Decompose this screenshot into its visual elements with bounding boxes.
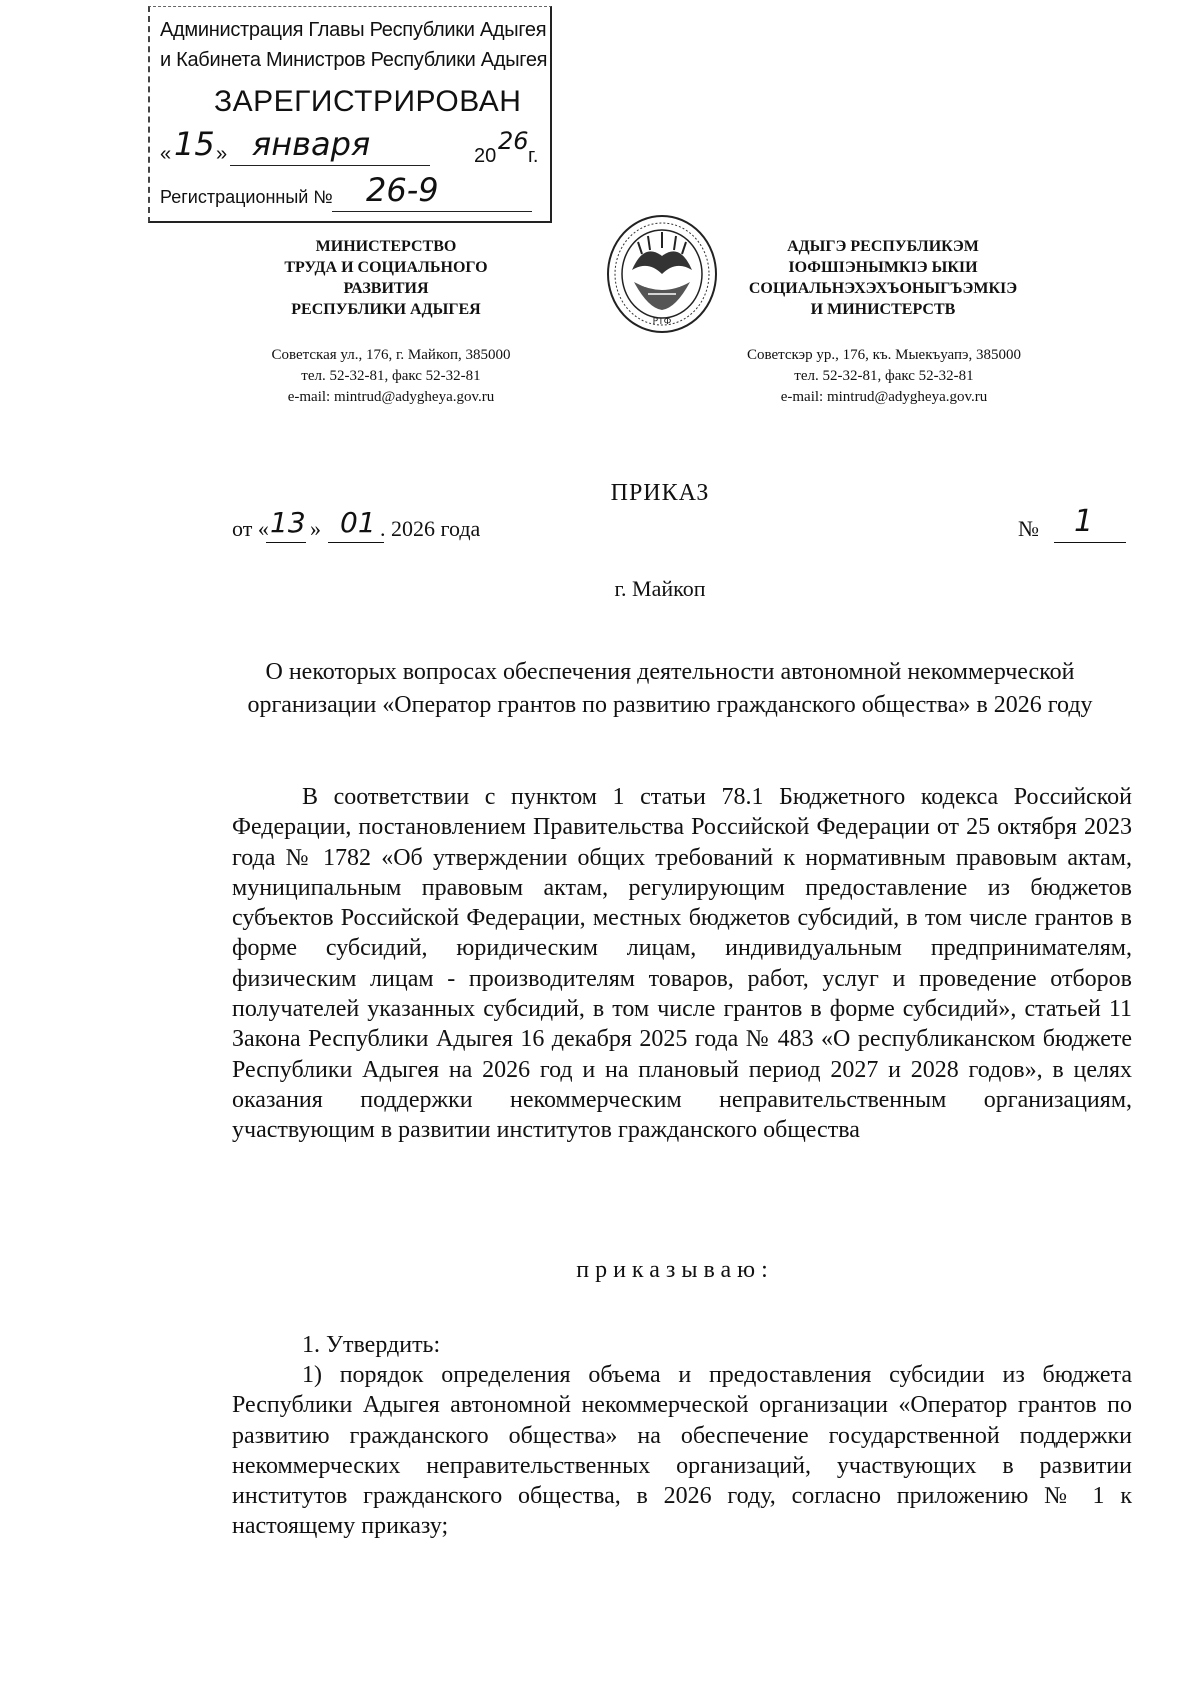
order-date-mid: »: [310, 516, 321, 541]
stamp-reg-label: Регистрационный №: [160, 187, 333, 207]
stamp-status: ЗАРЕГИСТРИРОВАН: [214, 85, 522, 118]
stamp-line-1: Администрация Главы Республики Адыгея: [160, 19, 547, 41]
contact-phone: тел. 52-32-81, факс 52-32-81: [301, 368, 481, 384]
order-date-month-underline: [328, 542, 384, 543]
stamp-reg-underline: [332, 211, 532, 212]
order-number-sign: №: [1018, 516, 1039, 541]
stamp-month: января: [252, 125, 371, 163]
contact-email: e-mail: mintrud@adygheya.gov.ru: [780, 389, 988, 405]
order-date-prefix: от «: [232, 516, 269, 541]
order-number: [1018, 504, 1128, 542]
order-date-suffix: . 2026 года: [380, 516, 481, 541]
order-date-day: 13: [270, 506, 306, 539]
order-directive: приказываю:: [576, 1257, 774, 1283]
ministry-name-ru: [236, 236, 536, 320]
order-date-month: 01: [340, 506, 376, 539]
republic-emblem-icon: [604, 212, 720, 336]
stamp-date: [160, 125, 540, 171]
order-subject: О некоторых вопросах обеспечения деятельности автономной некоммерческой организации «Оператор грантов по развитию гражданского общества» в 2026 году: [247, 659, 1093, 718]
registration-stamp: [148, 6, 552, 223]
contact-email: e-mail: mintrud@adygheya.gov.ru: [287, 389, 495, 405]
order-number-value: 1: [1074, 504, 1094, 539]
stamp-line-2: и Кабинета Министров Республики Адыгея: [160, 49, 548, 71]
ministry-name-ru-line: МИНИСТЕРСТВО: [315, 238, 457, 255]
stamp-reg-number: 26-9: [366, 171, 439, 209]
item-1: 1. Утвердить:: [302, 1332, 441, 1358]
document-title: ПРИКАЗ: [610, 480, 710, 506]
stamp-day: 15: [174, 125, 215, 163]
contact-address: Советская ул., 176, г. Майкоп, 385000: [271, 347, 511, 363]
stamp-quote-close: »: [216, 143, 228, 165]
stamp-reg-number-row: [160, 171, 540, 213]
ministry-name-ady-line: И МИНИСТЕРСТВ: [810, 301, 956, 318]
stamp-year-prefix: 20: [474, 145, 497, 167]
ministry-name-ru-line: РЕСПУБЛИКИ АДЫГЕЯ: [291, 301, 481, 318]
ministry-name-ru-line: ТРУДА И СОЦИАЛЬНОГО: [284, 259, 488, 276]
preamble-paragraph: В соответствии с пунктом 1 статьи 78.1 Бюджетного кодекса Российской Федерации, постановлением Правительства Российской Федерации от 25 октября 2023 года № 1782 «Об утверждении общих требований к нормативным правовым актам, муниципальным правовым актам, регулирующим предоставление из бюджетов субъектов Российской Федерации, местных бюджетов субсидий, в том числе грантов в форме субсидий, юридическим лицам, индивидуальным предпринимателям, физическим лицам - производителям товаров, работ, услуг и проведение отборов получателей указанных субсидий, в том числе грантов в форме субсидий», статьей 11 Закона Республики Адыгея 16 декабря 2025 года № 483 «О республиканском бюджете Республики Адыгея на 2026 год и на плановый период 2027 и 2028 годов», в целях оказания поддержки некоммерческим неправительственным организациям, участвующим в развитии институтов гражданского общества: [232, 784, 1132, 1144]
stamp-year-mark: г.: [528, 145, 539, 167]
order-number-underline: [1054, 542, 1126, 543]
emblem-label: РТФ: [652, 317, 672, 327]
contact-phone: тел. 52-32-81, факс 52-32-81: [794, 368, 974, 384]
ministry-name-ady: [718, 236, 1048, 320]
order-city: г. Майкоп: [614, 576, 706, 601]
ministry-name-ady-line: СОЦИАЛЬНЭХЭХЪОНЫГЪЭМКIЭ: [748, 280, 1018, 297]
item-1-1: 1) порядок определения объема и предоставления субсидии из бюджета Республики Адыгея автономной некоммерческой организации «Оператор грантов по развитию гражданского общества» на обеспечение государственной поддержки некоммерческих неправительственных организаций, участвующих в развитии институтов гражданского общества, в 2026 году, согласно приложению № 1 к настоящему приказу;: [232, 1362, 1132, 1540]
ministry-name-ady-line: АДЫГЭ РЕСПУБЛИКЭМ: [787, 238, 979, 255]
stamp-year-suffix: 26: [498, 127, 529, 155]
ministry-contact-ru: [236, 345, 546, 408]
ministry-name-ady-line: IОФШIЭНЫМКIЭ ЫКIИ: [788, 259, 978, 276]
order-date-day-underline: [266, 542, 306, 543]
stamp-quote-open: «: [160, 143, 172, 165]
ministry-name-ru-line: РАЗВИТИЯ: [343, 280, 429, 297]
contact-address: Советскэр ур., 176, къ. Мыекъуапэ, 385000: [747, 347, 1021, 363]
stamp-date-underline: [230, 165, 430, 166]
ministry-contact-ady: [724, 345, 1044, 408]
